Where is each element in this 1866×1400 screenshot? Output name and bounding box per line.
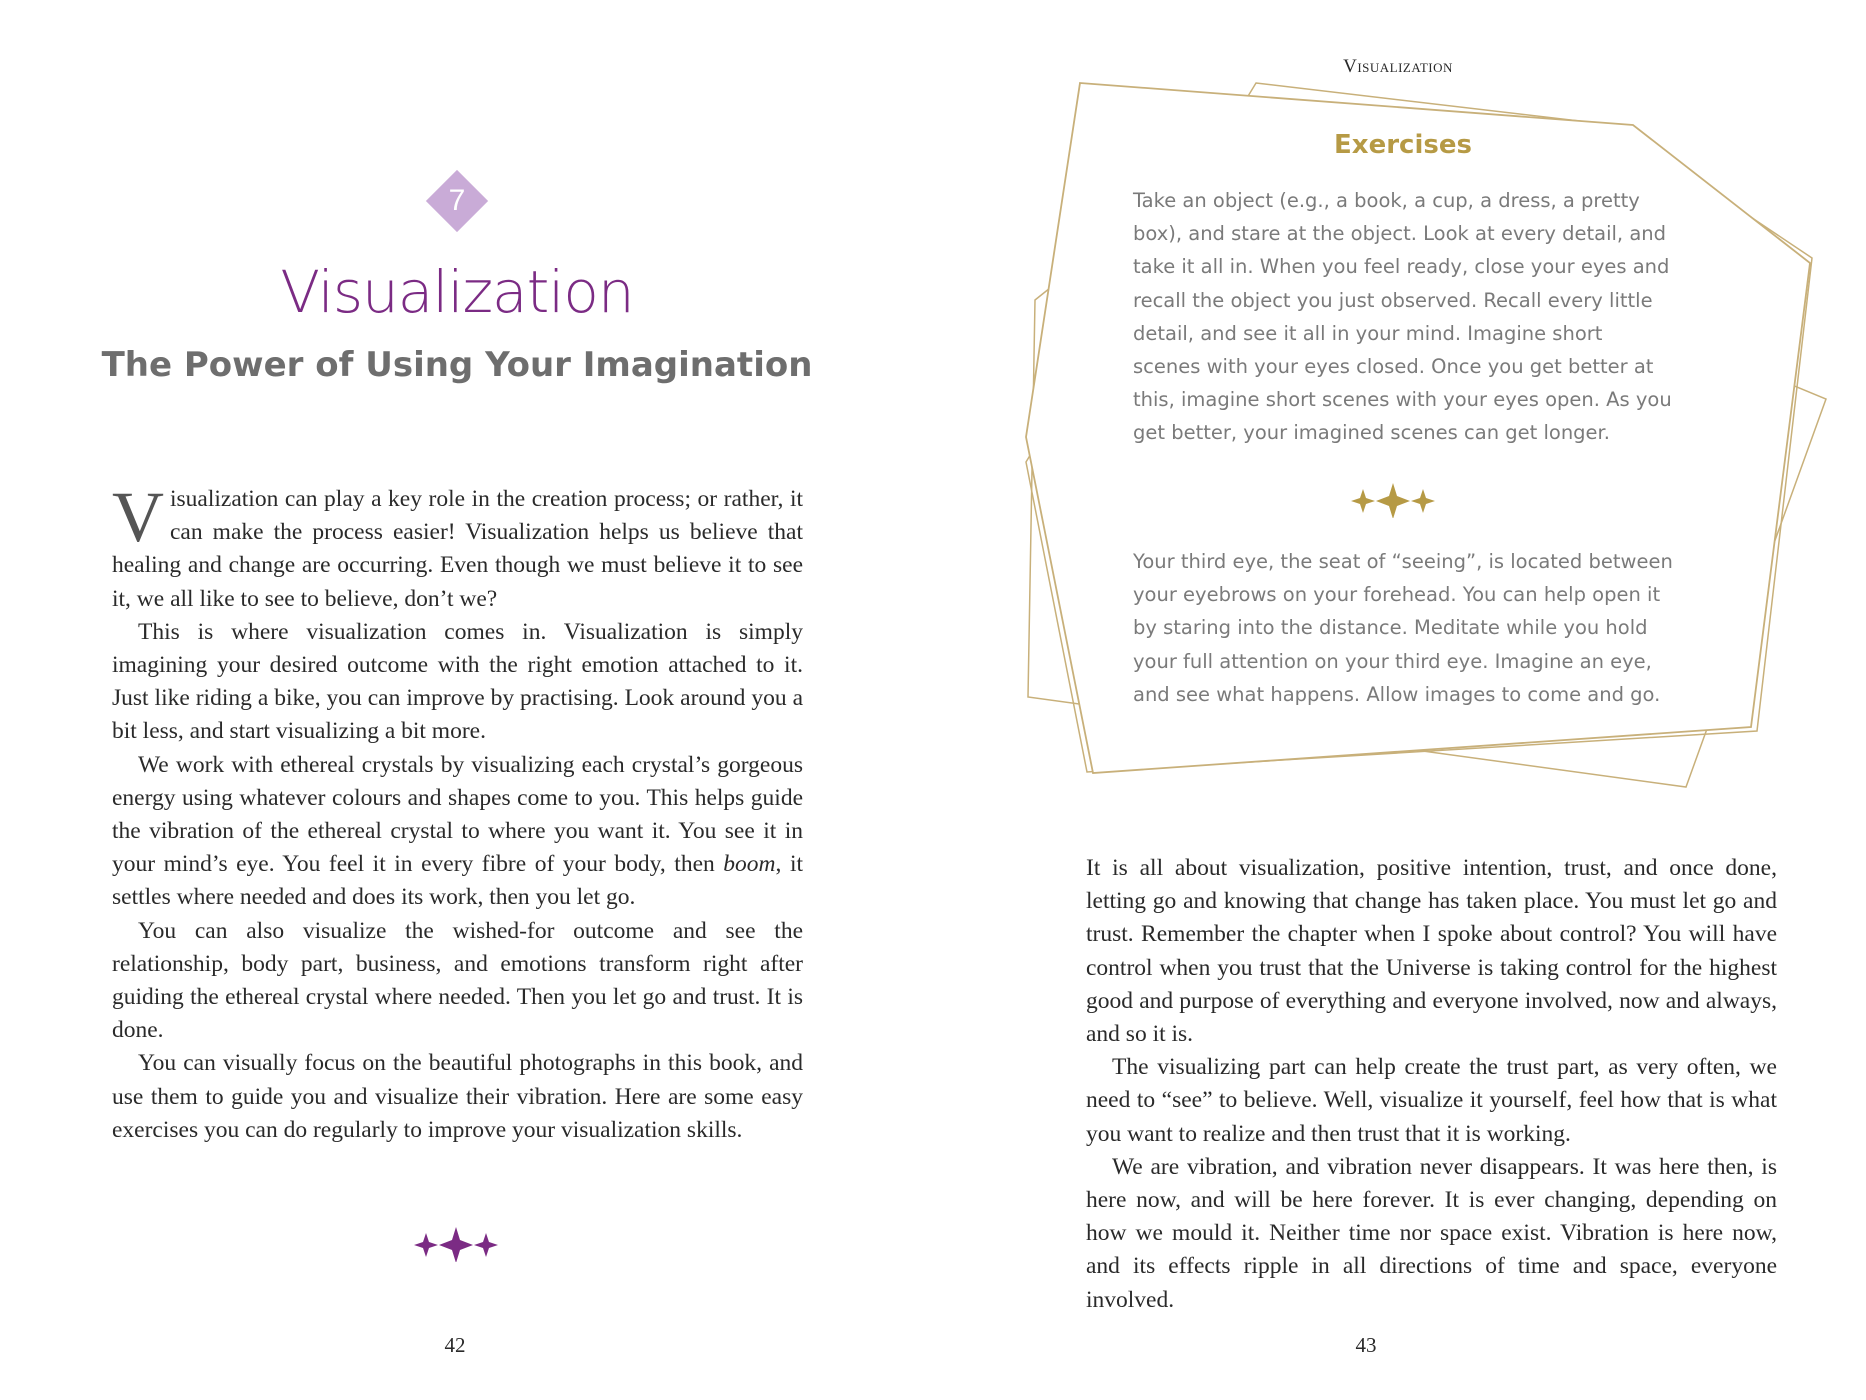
body-paragraph: It is all about visualization, positive intention, trust, and once done, letting go and knowing that change has taken place. You must let go and trust. Remember the chapter when I spoke about control? You will have control when you trust that the Universe is taking control for the highest good and purpose of everything and everyone involved, now and always, and so it is.: [1086, 855, 1777, 1048]
right-page: [933, 0, 1866, 1400]
chapter-title: Visualization: [280, 258, 634, 326]
page-number: 43: [1355, 1333, 1377, 1357]
left-body-text: [112, 477, 803, 1147]
body-paragraph: The visualizing part can help create the trust part, as very often, we need to “see” to believe. Well, visualize it yourself, feel how that is what you want to realize and then trust that it is working.: [1086, 1054, 1777, 1147]
exercise-text: Take an object (e.g., a book, a cup, a dress, a pretty box), and stare at the object. Look at every detail, and take it all in. When you feel ready, close your eyes and recall the object you just observed. Recall every little detail, and see it all in your mind. Imagine short scenes with your eyes closed. Once you get better at this, imagine short scenes with your eyes open. As you get better, your imagined scenes can get longer.: [1133, 189, 1672, 445]
page-number: 42: [444, 1333, 466, 1357]
body-paragraph: This is where visualization comes in. Visualization is simply imagining your desired outcome with the right emotion attached to it. Just like riding a bike, you can improve by practising. Look around you a bit less, and start visualizing a bit more.: [112, 618, 803, 745]
body-paragraph: [112, 477, 803, 616]
exercises-heading: Exercises: [1334, 130, 1472, 160]
chapter-subtitle: The Power of Using Your Imagination: [101, 345, 813, 385]
exercises-card: [1133, 130, 1673, 706]
emphasis-text: boom: [723, 851, 776, 878]
body-paragraph: You can visually focus on the beautiful photographs in this book, and use them to guide you and visualize their vibration. Here are some easy exercises you can do regularly to improve your visualization skills.: [112, 1050, 803, 1143]
right-body-text: [1086, 852, 1777, 1317]
paragraph-text: We work with ethereal crystals by visualizing each crystal’s gorgeous energy using whatever colours and shapes come to you. This helps guide the vibration of the ethereal crystal to where you want it. You see it in your mind’s eye. You feel it in every fibre of your body, then: [112, 751, 803, 878]
chapter-number-badge: [426, 170, 488, 232]
three-sparkles-ornament-icon: [396, 1222, 516, 1262]
body-paragraph: You can also visualize the wished-for outcome and see the relationship, body part, business, and emotions transform right after guiding the ethereal crystal where needed. Then you let go and trust. It is done.: [112, 917, 803, 1044]
body-paragraph: [112, 749, 803, 915]
exercise-text: Your third eye, the seat of “seeing”, is located between your eyebrows on your forehead. You can help open it by staring into the distance. Meditate while you hold your full attention on your third eye. Imagine an eye, and see what happens. Allow images to come and go.: [1133, 550, 1673, 706]
running-head: Visualization: [1343, 56, 1453, 77]
paragraph-text: , it settles where needed and does its work, then you let go.: [112, 851, 803, 911]
three-sparkles-ornament-icon: [1333, 478, 1453, 518]
drop-cap: V: [112, 477, 164, 557]
chapter-number: 7: [448, 184, 466, 217]
body-paragraph: We are vibration, and vibration never disappears. It was here then, is here now, and will be here forever. It is ever changing, depending on how we mould it. Neither time nor space exist. Vibration is here now, and its effects ripple in all directions of time and space, everyone involved.: [1086, 1153, 1777, 1313]
paragraph-text: isualization can play a key role in the creation process; or rather, it can make the process easier! Visualization helps us believe that healing and change are occurring. Even though we must believe it to see it, we all like to see to believe, don’t we?: [112, 486, 803, 612]
